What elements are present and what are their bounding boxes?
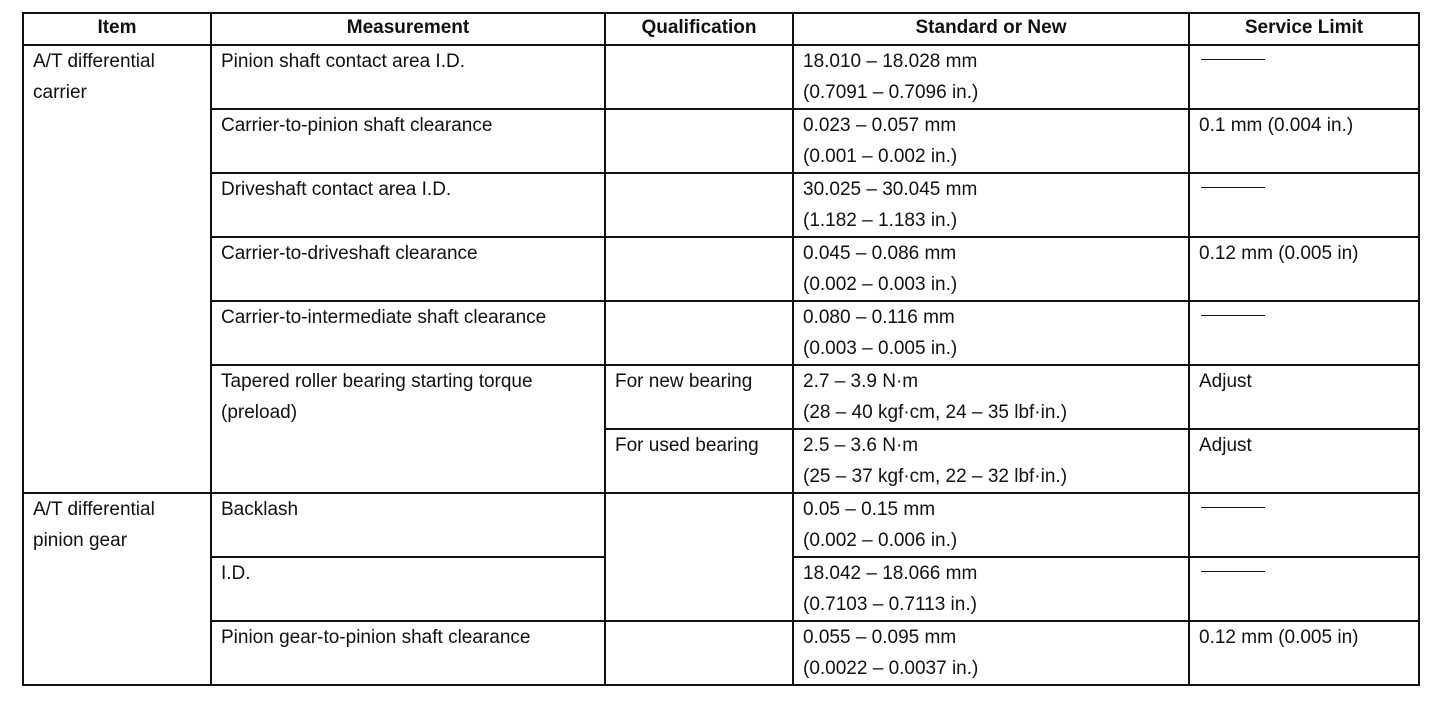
standard-metric: 2.5 – 3.6 N·m — [803, 435, 919, 456]
service-limit-text: 0.1 mm (0.004 in.) — [1199, 115, 1354, 136]
service-limit-cell — [1189, 237, 1419, 301]
standard-cell — [793, 109, 1189, 173]
standard-cell — [793, 621, 1189, 685]
standard-imperial: (1.182 – 1.183 in.) — [803, 210, 958, 231]
measurement-cell — [211, 109, 605, 173]
dash-line — [1201, 59, 1265, 60]
item-name: A/T differential — [33, 499, 155, 520]
measurement-cell — [211, 173, 605, 237]
service-limit-text: Adjust — [1199, 435, 1252, 456]
service-limit-text: 0.12 mm (0.005 in) — [1199, 243, 1359, 264]
item-cell — [23, 45, 211, 493]
measurement-text: Tapered roller bearing starting torque — [221, 371, 533, 392]
dash-line — [1201, 507, 1265, 508]
service-limit-text: Adjust — [1199, 371, 1252, 392]
service-limit-cell — [1189, 557, 1419, 621]
qualification-text: For used bearing — [615, 435, 759, 456]
standard-cell — [793, 365, 1189, 429]
standard-metric: 0.080 – 0.116 mm — [803, 307, 955, 328]
header-item: Item — [23, 13, 211, 45]
standard-metric: 0.045 – 0.086 mm — [803, 243, 957, 264]
qualification-cell — [605, 109, 793, 173]
standard-cell — [793, 45, 1189, 109]
qualification-cell — [605, 237, 793, 301]
standard-cell — [793, 301, 1189, 365]
standard-cell — [793, 173, 1189, 237]
service-limit-cell — [1189, 301, 1419, 365]
header-standard: Standard or New — [793, 13, 1189, 45]
standard-metric: 0.055 – 0.095 mm — [803, 627, 957, 648]
measurement-text: Carrier-to-driveshaft clearance — [221, 243, 478, 264]
standard-cell — [793, 429, 1189, 493]
table-row — [23, 173, 1419, 237]
item-cell — [23, 493, 211, 685]
measurement-cell — [211, 237, 605, 301]
measurement-text: Pinion gear-to-pinion shaft clearance — [221, 627, 531, 648]
standard-metric: 18.010 – 18.028 mm — [803, 51, 978, 72]
measurement-text: I.D. — [221, 563, 251, 584]
measurement-cell — [211, 621, 605, 685]
service-limit-cell — [1189, 45, 1419, 109]
measurement-cell — [211, 301, 605, 365]
standard-imperial: (28 – 40 kgf·cm, 24 – 35 lbf·in.) — [803, 402, 1068, 423]
service-limit-cell — [1189, 429, 1419, 493]
standard-imperial: (25 – 37 kgf·cm, 22 – 32 lbf·in.) — [803, 466, 1068, 487]
table-row — [23, 109, 1419, 173]
header-measurement: Measurement — [211, 13, 605, 45]
qualification-cell — [605, 493, 793, 557]
table-row — [23, 365, 1419, 429]
header-row — [23, 13, 1419, 45]
service-limit-cell — [1189, 109, 1419, 173]
standard-cell — [793, 493, 1189, 557]
standard-imperial: (0.7103 – 0.7113 in.) — [803, 594, 977, 615]
item-name: carrier — [33, 82, 87, 103]
dash-line — [1201, 315, 1265, 316]
service-limit-text: 0.12 mm (0.005 in) — [1199, 627, 1359, 648]
table-row — [23, 301, 1419, 365]
item-name: pinion gear — [33, 530, 128, 551]
standard-cell — [793, 237, 1189, 301]
measurement-cell — [211, 45, 605, 109]
standard-metric: 2.7 – 3.9 N·m — [803, 371, 919, 392]
qualification-cell — [605, 557, 793, 621]
standard-cell — [793, 557, 1189, 621]
standard-imperial: (0.0022 – 0.0037 in.) — [803, 658, 979, 679]
item-name: A/T differential — [33, 51, 155, 72]
service-limit-cell — [1189, 621, 1419, 685]
dash-line — [1201, 187, 1265, 188]
qualification-cell — [605, 365, 793, 429]
measurement-text: Carrier-to-pinion shaft clearance — [221, 115, 493, 136]
measurement-text: Pinion shaft contact area I.D. — [221, 51, 465, 72]
measurement-text: Driveshaft contact area I.D. — [221, 179, 452, 200]
qualification-cell — [605, 173, 793, 237]
standard-imperial: (0.7091 – 0.7096 in.) — [803, 82, 979, 103]
standard-imperial: (0.002 – 0.006 in.) — [803, 530, 958, 551]
table-row — [23, 45, 1419, 109]
measurement-text: Carrier-to-intermediate shaft clearance — [221, 307, 547, 328]
table-row — [23, 621, 1419, 685]
measurement-cell — [211, 493, 605, 557]
spec-table — [22, 12, 1420, 686]
measurement-text: Backlash — [221, 499, 299, 520]
service-limit-cell — [1189, 173, 1419, 237]
header-qualification: Qualification — [605, 13, 793, 45]
standard-metric: 0.05 – 0.15 mm — [803, 499, 936, 520]
standard-imperial: (0.001 – 0.002 in.) — [803, 146, 958, 167]
service-limit-cell — [1189, 493, 1419, 557]
measurement-text: (preload) — [221, 402, 298, 423]
standard-metric: 30.025 – 30.045 mm — [803, 179, 978, 200]
qualification-cell — [605, 45, 793, 109]
measurement-cell — [211, 557, 605, 621]
qualification-cell — [605, 301, 793, 365]
qualification-cell — [605, 621, 793, 685]
service-limit-cell — [1189, 365, 1419, 429]
standard-imperial: (0.003 – 0.005 in.) — [803, 338, 958, 359]
table-row — [23, 237, 1419, 301]
standard-metric: 0.023 – 0.057 mm — [803, 115, 957, 136]
header-service-limit: Service Limit — [1189, 13, 1419, 45]
measurement-cell — [211, 365, 605, 493]
table-row — [23, 493, 1419, 557]
qualification-cell — [605, 429, 793, 493]
table-row — [23, 557, 1419, 621]
dash-line — [1201, 571, 1265, 572]
standard-metric: 18.042 – 18.066 mm — [803, 563, 978, 584]
qualification-text: For new bearing — [615, 371, 753, 392]
standard-imperial: (0.002 – 0.003 in.) — [803, 274, 958, 295]
